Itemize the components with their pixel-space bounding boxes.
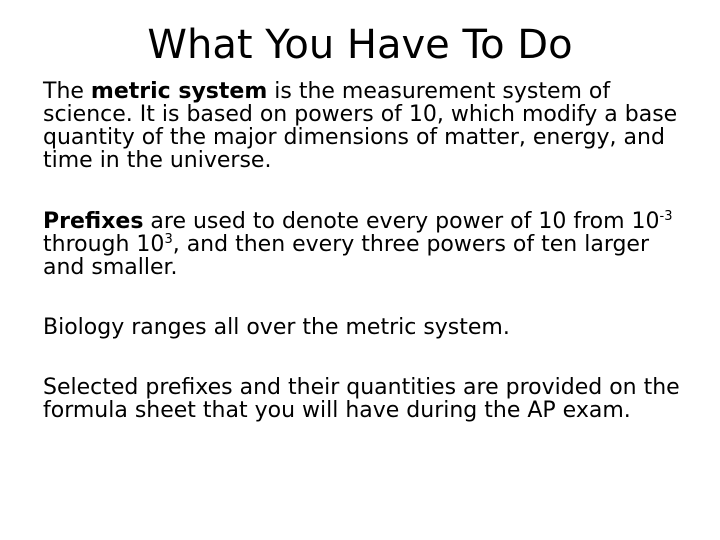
- p1-post: is the measurement system of science. It is based on powers of 10, which modify a base quantity of the major dimensions of matter, energy, and time in the universe.: [43, 79, 678, 173]
- p2-superscript-b: 3: [164, 232, 173, 247]
- p2-text-b: through 10: [43, 232, 165, 257]
- p2-superscript-a: -3: [659, 209, 673, 224]
- paragraph-metric-system: [43, 80, 693, 172]
- p2-text-c: , and then every three powers of ten larger and smaller.: [43, 232, 650, 280]
- p1-pre: The: [43, 79, 91, 104]
- paragraph-biology: Biology ranges all over the metric system.: [43, 315, 510, 340]
- paragraph-formula-sheet: Selected prefixes and their quantities are provided on the formula sheet that you will have during the AP exam.: [43, 375, 680, 423]
- p2-text-a: are used to denote every power of 10 from 10: [143, 209, 660, 234]
- slide-title: What You Have To Do: [147, 22, 573, 68]
- paragraph-prefixes: [43, 210, 693, 279]
- p1-bold-term: metric system: [90, 79, 268, 104]
- p2-bold-term: Prefixes: [43, 209, 144, 234]
